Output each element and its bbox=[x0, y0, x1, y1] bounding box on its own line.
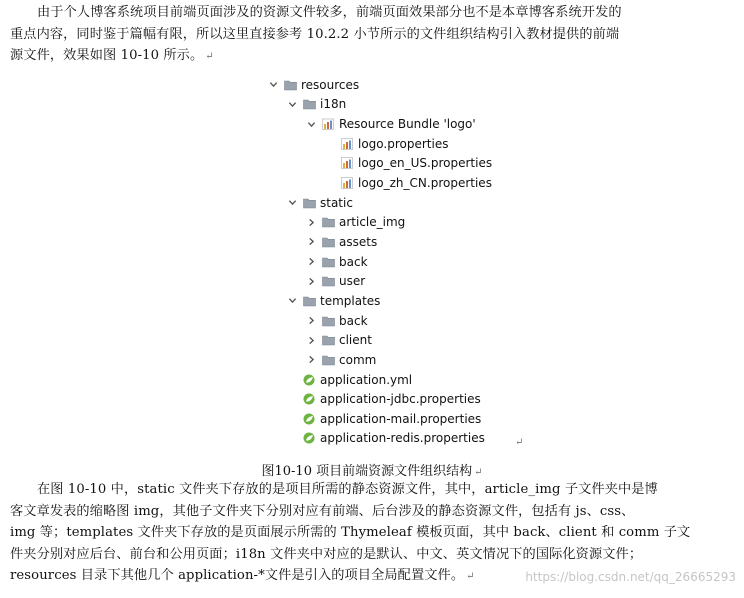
chevron-right-icon[interactable] bbox=[306, 276, 316, 286]
tree-item-label: article_img bbox=[339, 215, 406, 230]
tree-item-label: Resource Bundle 'logo' bbox=[339, 117, 476, 132]
chevron-down-icon[interactable] bbox=[268, 80, 278, 90]
tree-item[interactable] bbox=[325, 154, 492, 174]
tree-item[interactable] bbox=[306, 252, 368, 272]
tree-item-label: back bbox=[339, 313, 368, 328]
paragraph-mark-icon: ↵ bbox=[466, 571, 475, 582]
chevron-right-icon[interactable] bbox=[306, 237, 316, 247]
chevron-right-icon[interactable] bbox=[306, 355, 316, 365]
tree-item[interactable] bbox=[287, 409, 481, 429]
folder-icon bbox=[322, 275, 335, 287]
tree-item-label: user bbox=[339, 274, 366, 289]
tree-item[interactable] bbox=[268, 75, 359, 95]
folder-icon bbox=[322, 216, 335, 228]
folder-icon bbox=[284, 79, 297, 91]
body-line-3: img 等；templates 文件夹下存放的是页面展示所需的 Thymeleaf 模板页面，其中 back、client 和 comm 子文 bbox=[10, 525, 691, 540]
tree-item-label: comm bbox=[339, 352, 377, 367]
folder-icon bbox=[322, 354, 335, 366]
properties-file-icon bbox=[341, 177, 354, 189]
spring-config-icon bbox=[303, 413, 316, 425]
folder-icon bbox=[322, 334, 335, 346]
tree-item-label: logo_en_US.properties bbox=[358, 156, 493, 171]
spring-config-icon bbox=[303, 432, 316, 444]
properties-file-icon bbox=[341, 138, 354, 150]
body-line-1: 在图 10-10 中，static 文件夹下存放的是项目所需的静态资源文件，其中，article_img 子文件夹中是博 bbox=[37, 482, 658, 497]
chevron-right-icon[interactable] bbox=[306, 335, 316, 345]
paragraph-mark-icon: ↵ bbox=[474, 467, 483, 478]
tree-item[interactable] bbox=[306, 114, 476, 134]
intro-line-3 bbox=[10, 45, 734, 68]
tree-item[interactable] bbox=[306, 272, 365, 292]
tree-item[interactable] bbox=[306, 232, 377, 252]
folder-icon bbox=[303, 295, 316, 307]
tree-item-label: application.yml bbox=[320, 372, 413, 387]
tree-item[interactable] bbox=[306, 350, 376, 370]
tree-item[interactable] bbox=[306, 213, 405, 233]
tree-item[interactable] bbox=[325, 173, 492, 193]
tree-item-label: application-jdbc.properties bbox=[320, 392, 481, 407]
intro-line-3-text: 源文件，效果如图 10-10 所示。 bbox=[10, 48, 204, 63]
tree-item[interactable] bbox=[306, 330, 372, 350]
folder-icon bbox=[303, 98, 316, 110]
chevron-down-icon[interactable] bbox=[287, 296, 297, 306]
properties-file-icon bbox=[341, 157, 354, 169]
tree-item-label: static bbox=[320, 195, 353, 210]
spring-config-icon bbox=[303, 393, 316, 405]
spring-config-icon bbox=[303, 374, 316, 386]
folder-icon bbox=[322, 315, 335, 327]
tree-item-label: resources bbox=[301, 77, 360, 92]
tree-item[interactable] bbox=[287, 429, 485, 449]
tree-item-label: back bbox=[339, 254, 368, 269]
tree-item-label: application-mail.properties bbox=[320, 411, 482, 426]
body-line-4: 件夹分别对应后台、前台和公用页面；i18n 文件夹中对应的是默认、中文、英文情况下的国际化资源文件； bbox=[10, 546, 643, 562]
tree-item[interactable] bbox=[287, 95, 346, 115]
figure-caption bbox=[0, 460, 744, 479]
intro-line-2: 重点内容，同时鉴于篇幅有限，所以这里直接参考 10.2.2 小节所示的文件组织结构引入教材提供的前端 bbox=[10, 26, 620, 42]
tree-item-label: logo.properties bbox=[358, 136, 449, 151]
resource-bundle-icon bbox=[322, 118, 335, 130]
intro-line-1: 由于个人博客系统项目前端页面涉及的资源文件较多，前端页面效果部分也不是本章博客系统开发的 bbox=[37, 5, 622, 20]
tree-item-label: assets bbox=[339, 234, 378, 249]
tree-item[interactable] bbox=[325, 134, 448, 154]
intro-paragraph bbox=[10, 2, 734, 68]
chevron-down-icon[interactable] bbox=[287, 99, 297, 109]
paragraph-mark-icon: ↵ bbox=[515, 437, 524, 448]
tree-item[interactable] bbox=[287, 370, 412, 390]
tree-item[interactable] bbox=[287, 291, 380, 311]
chevron-down-icon[interactable] bbox=[287, 198, 297, 208]
tree-item-label: logo_zh_CN.properties bbox=[358, 176, 492, 191]
figure-caption-text: 图10-10 项目前端资源文件组织结构 bbox=[261, 464, 473, 479]
tree-item[interactable] bbox=[287, 193, 353, 213]
folder-icon bbox=[303, 197, 316, 209]
tree-item-label: application-redis.properties bbox=[320, 431, 485, 446]
tree-item-label: templates bbox=[320, 293, 381, 308]
chevron-right-icon[interactable] bbox=[306, 217, 316, 227]
folder-icon bbox=[322, 256, 335, 268]
tree-item[interactable] bbox=[287, 389, 481, 409]
chevron-down-icon[interactable] bbox=[306, 119, 316, 129]
body-line-5-text: resources 目录下其他几个 application-*文件是引入的项目全局配置文件。 bbox=[10, 568, 465, 583]
tree-item-label: client bbox=[339, 333, 372, 348]
folder-icon bbox=[322, 236, 335, 248]
watermark: https://blog.csdn.net/qq_26665293 bbox=[525, 570, 736, 584]
tree-item-label: i18n bbox=[320, 97, 347, 112]
chevron-right-icon[interactable] bbox=[306, 316, 316, 326]
tree-item[interactable] bbox=[306, 311, 368, 331]
paragraph-mark-icon: ↵ bbox=[205, 51, 214, 62]
body-line-2: 客文章发表的缩略图 img，其他子文件夹下分别对应有前端、后台涉及的静态资源文件，包括有 js、css、 bbox=[10, 503, 635, 519]
chevron-right-icon[interactable] bbox=[306, 257, 316, 267]
